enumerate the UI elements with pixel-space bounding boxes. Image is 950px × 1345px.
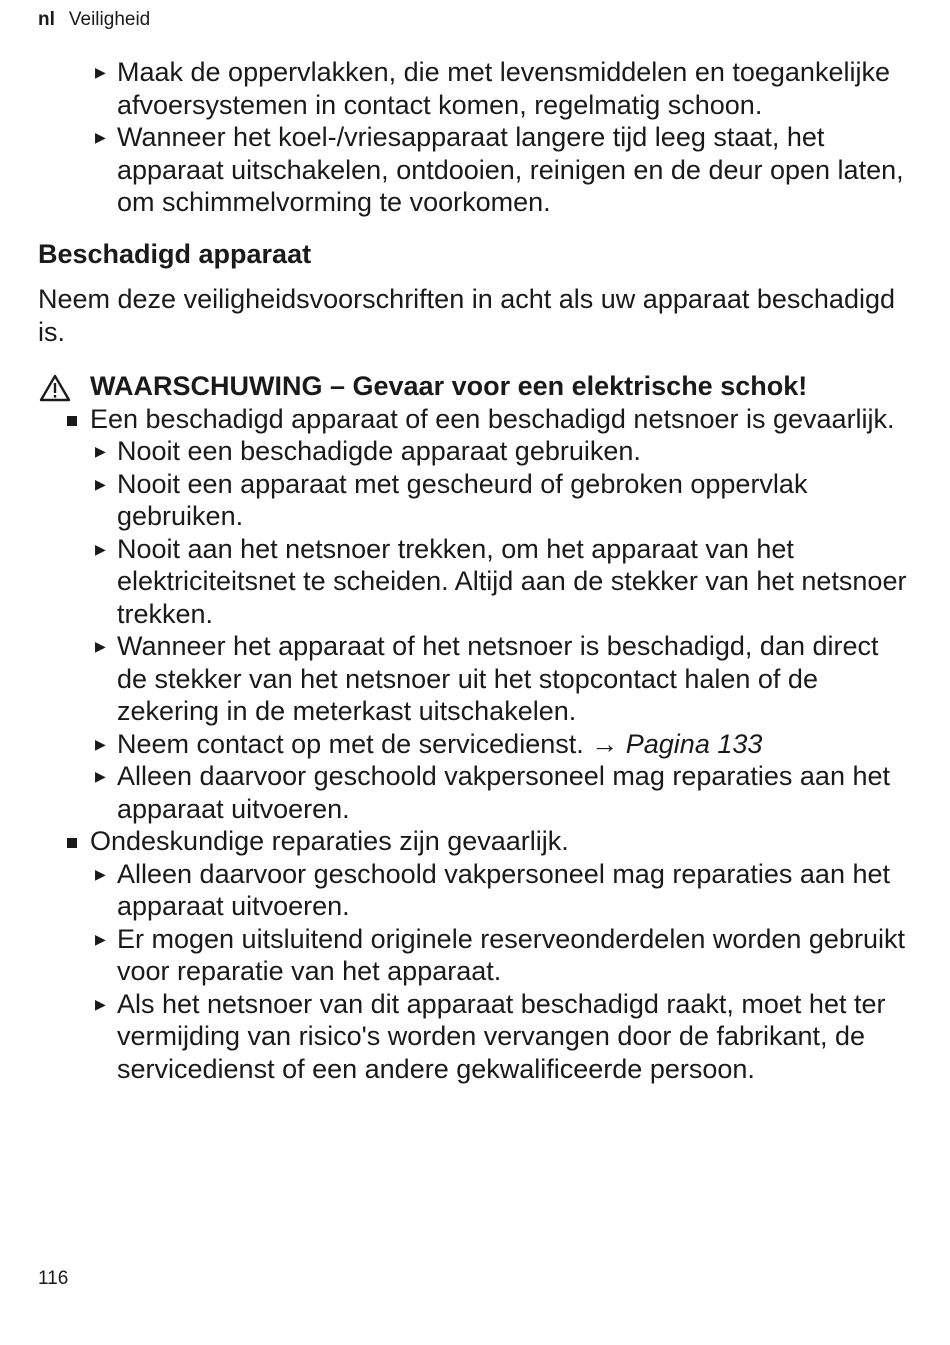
instruction-step: ▶ Wanneer het koel-/vriesapparaat langere tijd leeg staat, het apparaat uitschakelen, ontdooien, reinigen en de deur open laten, om schimmelvorming te voorkomen.: [38, 121, 908, 219]
page-reference-link[interactable]: Pagina 133: [625, 728, 763, 759]
warning-text: WAARSCHUWING – Gevaar voor een elektrische schok!: [90, 371, 808, 401]
instruction-step: ▶ Alleen daarvoor geschoold vakpersoneel mag reparaties aan het apparaat uitvoeren.: [38, 858, 908, 923]
arrow-right-icon: →: [591, 728, 619, 759]
section-intro: Neem deze veiligheidsvoorschriften in acht als uw apparaat beschadigd is.: [38, 284, 895, 347]
instruction-step: ▶ Wanneer het apparaat of het netsnoer is beschadigd, dan direct de stekker van het netsnoer uit het stopcontact halen of de zekering in de meterkast uitschakelen.: [38, 630, 908, 728]
instruction-step: ▶ Nooit een beschadigde apparaat gebruiken.: [38, 435, 908, 468]
contact-text: Neem contact op met de servicedienst.: [117, 728, 584, 759]
instruction-step: ▶ Er mogen uitsluitend originele reserveonderdelen worden gebruikt voor reparatie van het apparaat.: [38, 923, 908, 988]
instruction-step: ▶ Nooit een apparaat met gescheurd of gebroken oppervlak gebruiken.: [38, 468, 908, 533]
page-header: [38, 9, 150, 31]
hazard-bullet: Ondeskundige reparaties zijn gevaarlijk.: [38, 825, 908, 858]
hazard-bullet: Een beschadigd apparaat of een beschadigd netsnoer is gevaarlijk.: [38, 403, 908, 436]
language-code: nl: [38, 9, 55, 30]
page-number: 116: [38, 1268, 69, 1289]
instruction-step: ▶ Maak de oppervlakken, die met levensmiddelen en toegankelijke afvoersystemen in contact komen, regelmatig schoon.: [38, 56, 908, 121]
instruction-step-contact: [38, 728, 908, 761]
page-content: [38, 56, 908, 1085]
warning-triangle-icon: [39, 374, 71, 402]
instruction-step: ▶ Nooit aan het netsnoer trekken, om het apparaat van het elektriciteitsnet te scheiden. Altijd aan de stekker van het netsnoer trekken.: [38, 533, 908, 631]
instruction-step: ▶ Als het netsnoer van dit apparaat beschadigd raakt, moet het ter vermijding van risico's worden vervangen door de fabrikant, de servicedienst of een andere gekwalificeerde persoon.: [38, 988, 908, 1086]
instruction-step: ▶ Alleen daarvoor geschoold vakpersoneel mag reparaties aan het apparaat uitvoeren.: [38, 760, 908, 825]
section-heading: Beschadigd apparaat: [38, 238, 312, 269]
section-name: Veiligheid: [68, 9, 151, 30]
warning-heading: [38, 370, 908, 403]
